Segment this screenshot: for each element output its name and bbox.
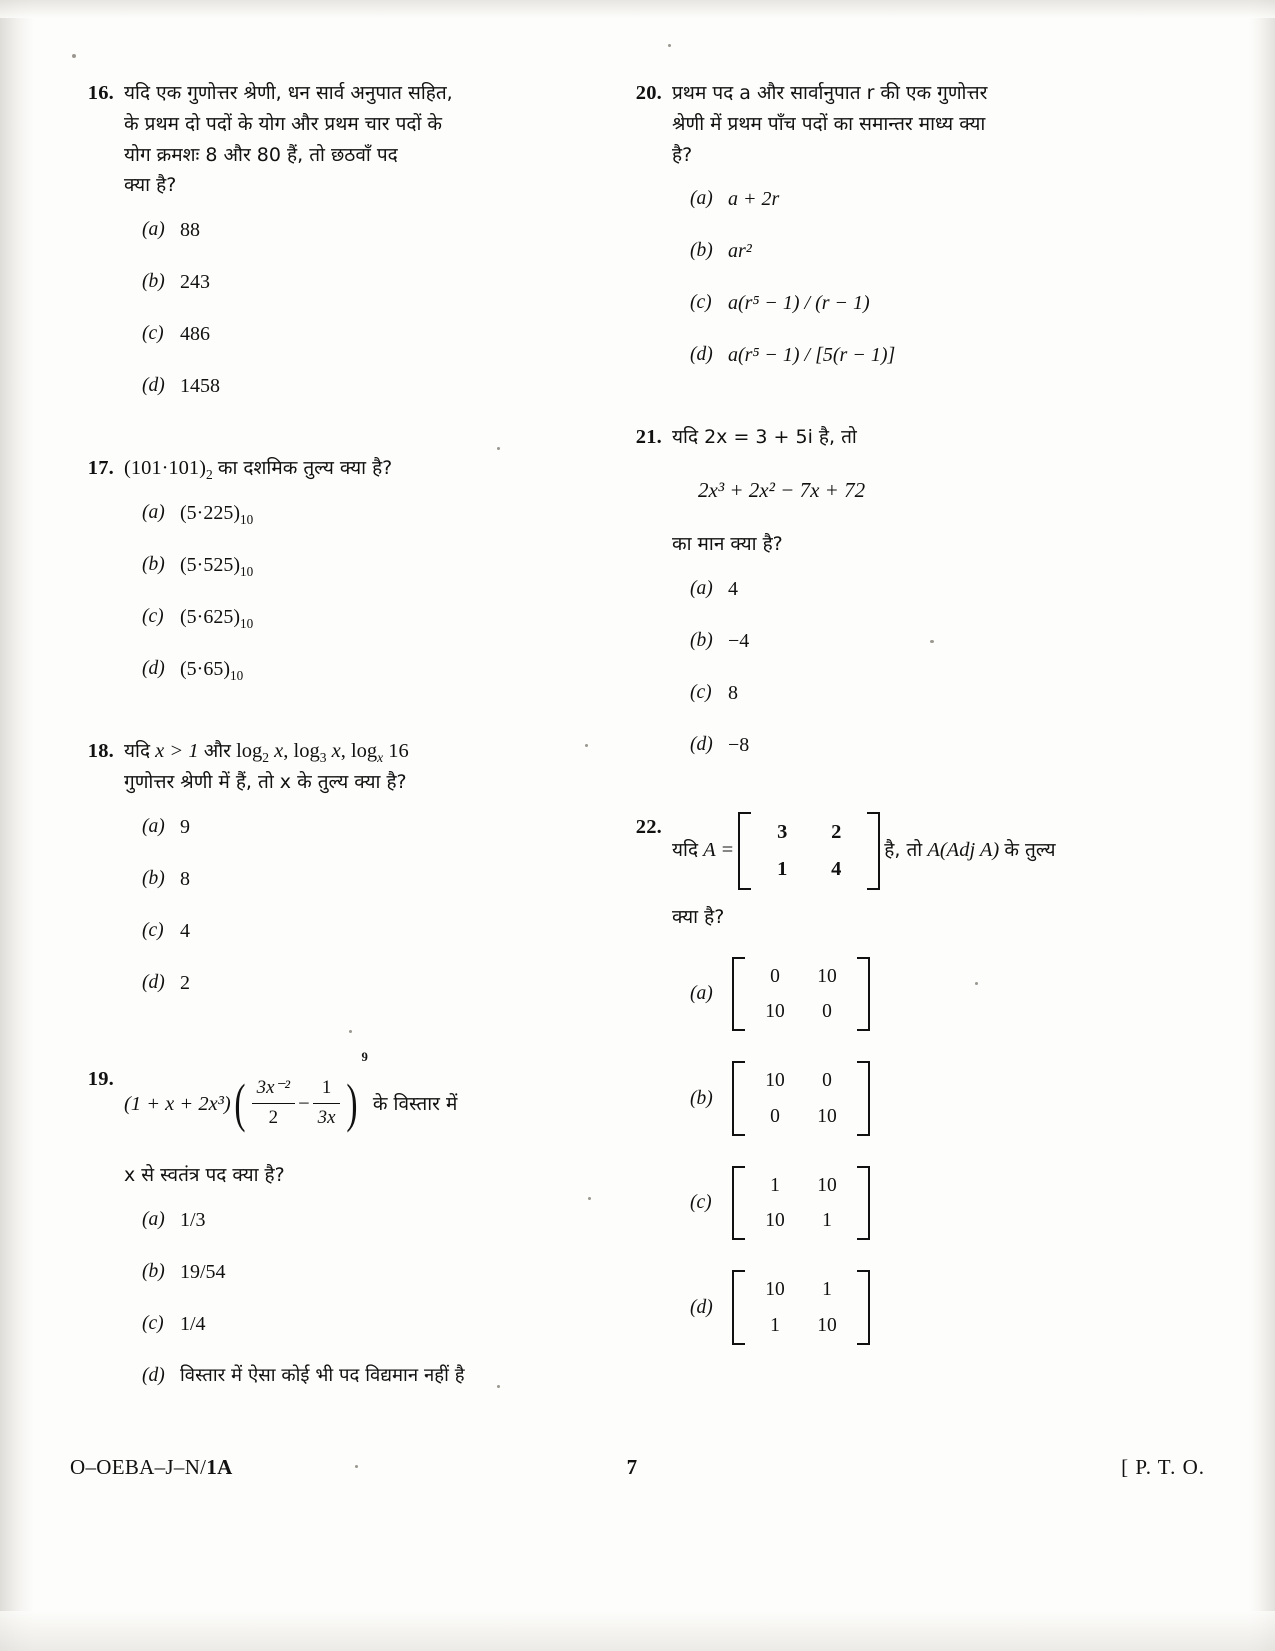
question-gap: [70, 423, 570, 453]
option-label: (b): [690, 240, 713, 262]
option-value: विस्तार में ऐसा कोई भी पद विद्यमान नहीं है: [180, 1364, 465, 1386]
bracket-left: [732, 1166, 745, 1241]
left-paren: (: [234, 1073, 246, 1134]
question-stem-line-2: x से स्वतंत्र पद क्या है?: [124, 1164, 285, 1187]
option-label: (d): [142, 375, 165, 397]
option-item[interactable]: [672, 236, 1118, 266]
matrix-body: [745, 1061, 857, 1136]
bracket-left: [738, 812, 751, 890]
option-value: 4: [180, 920, 190, 943]
question-columns: [70, 78, 1180, 1413]
option-value: ar²: [728, 240, 752, 263]
matrix-cell: 10: [765, 1001, 785, 1023]
fraction-denominator: 2: [252, 1103, 295, 1133]
question-stem-line-1: [124, 736, 570, 767]
matrix-variable: A =: [703, 838, 735, 861]
option-label: (c): [142, 1312, 164, 1334]
matrix-row: [755, 851, 863, 888]
option-list: [672, 574, 1118, 760]
fraction-two: [313, 1074, 341, 1132]
option-item[interactable]: [672, 574, 1118, 604]
option-value: 4: [728, 577, 738, 600]
bracket-right: [857, 1270, 870, 1345]
matrix-cell: 3: [777, 820, 788, 843]
matrix-cell: 1: [822, 1279, 832, 1301]
matrix-body: [745, 957, 857, 1032]
question-stem-line-2: गुणोत्तर श्रेणी में हैं, तो x के तुल्य क्या है?: [124, 771, 407, 794]
question-stem-line-3: का मान क्या है?: [672, 532, 783, 555]
option-subscript: 10: [239, 564, 254, 580]
question-text-line: यदि एक गुणोत्तर श्रेणी, धन सार्व अनुपात सहित,: [124, 82, 453, 104]
option-item[interactable]: [124, 371, 570, 401]
option-item[interactable]: [672, 1061, 1118, 1136]
option-base: (5·525): [180, 554, 240, 577]
inequality: x > 1: [155, 740, 199, 763]
matrix-cell: 2: [831, 820, 842, 843]
option-label: (d): [690, 733, 713, 755]
right-column: [618, 78, 1118, 1413]
option-subscript: 10: [239, 512, 254, 528]
option-value: 88: [180, 219, 200, 242]
base-subscript: 2: [205, 467, 213, 483]
option-value: −8: [728, 733, 750, 756]
option-value: −4: [728, 629, 750, 652]
option-base: (5·625): [180, 606, 240, 629]
option-value: 8: [180, 868, 190, 891]
question-text-line: है?: [672, 143, 693, 166]
scan-edge-right: [1249, 0, 1275, 1651]
option-matrix: [732, 1166, 870, 1241]
matrix-cell: 10: [765, 1070, 785, 1092]
option-item[interactable]: [124, 1361, 570, 1391]
matrix-body: [751, 812, 867, 890]
matrix-cell: 10: [817, 1105, 837, 1127]
fraction-numerator: 3x⁻²: [256, 1077, 291, 1099]
question-text: और: [203, 740, 231, 763]
option-subscript: 10: [239, 616, 254, 632]
option-item[interactable]: [124, 267, 570, 297]
scan-speck: [668, 44, 671, 47]
option-label: (a): [142, 1208, 165, 1230]
option-value: [180, 654, 570, 684]
option-label: (b): [142, 271, 165, 293]
option-label: (c): [142, 323, 164, 345]
question-stem-line-1: [124, 1050, 570, 1146]
question-gap: [618, 392, 1118, 422]
question-17: [70, 453, 570, 706]
option-label: (a): [142, 502, 165, 524]
question-text-line: प्रथम पद a और सार्वानुपात r की एक गुणोत्तर: [672, 82, 988, 104]
bracket-right: [857, 957, 870, 1032]
adj-expression: A(Adj A): [927, 838, 1000, 861]
matrix-cell: 0: [822, 1001, 832, 1023]
question-stem: [124, 453, 570, 484]
question-18: [70, 736, 570, 1020]
option-label: (b): [690, 629, 713, 651]
option-label: (a): [142, 816, 165, 838]
question-16: [70, 78, 570, 423]
option-label: (c): [142, 606, 164, 628]
option-list: [672, 184, 1118, 370]
question-stem-line-1: यदि 2x = 3 + 5i है, तो: [672, 426, 857, 449]
option-value: 1/4: [180, 1312, 206, 1335]
question-text: के विस्तार में: [372, 1092, 458, 1115]
question-21: [618, 422, 1118, 781]
option-matrix: [732, 1270, 870, 1345]
matrix-cell: 10: [817, 965, 837, 987]
matrix-cell: 1: [777, 857, 788, 880]
bracket-left: [732, 1061, 745, 1136]
matrix-row: [749, 1168, 853, 1203]
matrix-row: [749, 1099, 853, 1134]
option-label: (b): [142, 1260, 165, 1282]
question-20: [618, 78, 1118, 392]
option-label: (c): [690, 292, 712, 314]
matrix-row: [749, 959, 853, 994]
option-label: (a): [142, 219, 165, 241]
option-matrix: [732, 957, 870, 1032]
question-text: यदि: [672, 838, 699, 861]
matrix-cell: 10: [765, 1210, 785, 1232]
matrix-cell: 0: [770, 965, 780, 987]
option-base: (5·65): [180, 658, 230, 681]
question-number: 19.: [87, 1068, 114, 1091]
option-label: (a): [690, 188, 713, 210]
option-value: 19/54: [180, 1260, 226, 1283]
option-item[interactable]: [124, 916, 570, 946]
page-number: 7: [626, 1455, 638, 1479]
paper-code-suffix: 1A: [206, 1455, 233, 1479]
question-text-line: श्रेणी में प्रथम पाँच पदों का समान्तर माध्य क्या: [672, 112, 986, 135]
matrix-A: [738, 812, 880, 890]
option-value: [180, 602, 570, 632]
question-gap: [70, 1020, 570, 1064]
option-item[interactable]: [124, 968, 570, 998]
option-value: [180, 550, 570, 580]
question-stem-line-1: [672, 812, 1118, 890]
option-item[interactable]: [124, 550, 570, 580]
question-22: [618, 812, 1118, 1355]
option-item[interactable]: [672, 730, 1118, 760]
question-number: 21.: [635, 426, 662, 449]
question-gap: [70, 706, 570, 736]
scan-speck: [72, 54, 76, 58]
option-value: 1/3: [180, 1208, 206, 1231]
option-item[interactable]: [672, 678, 1118, 708]
option-label: (d): [142, 658, 165, 680]
option-item[interactable]: [672, 340, 1118, 370]
question-text: है, तो: [884, 838, 923, 861]
option-item[interactable]: [672, 626, 1118, 656]
scan-edge-left: [0, 0, 34, 1651]
minus-operator: −: [298, 1092, 310, 1115]
option-list: [124, 1205, 570, 1391]
option-label: (c): [690, 1192, 712, 1214]
option-item[interactable]: [124, 654, 570, 684]
right-paren: ): [346, 1073, 359, 1134]
option-label: (d): [142, 1364, 165, 1386]
binary-number: (101·101): [124, 457, 206, 480]
left-column: [70, 78, 570, 1413]
option-item[interactable]: [124, 1205, 570, 1235]
matrix-cell: 10: [817, 1174, 837, 1196]
question-stem-line-2: क्या है?: [672, 906, 725, 929]
option-value: [728, 1166, 1118, 1241]
matrix-cell: 0: [770, 1105, 780, 1127]
paper-code: [70, 1455, 233, 1480]
scan-edge-top: [0, 0, 1275, 18]
bracket-right: [857, 1166, 870, 1241]
option-item[interactable]: [124, 215, 570, 245]
matrix-row: [755, 814, 863, 851]
option-value: 486: [180, 323, 210, 346]
question-gap: [618, 782, 1118, 812]
option-value: a(r⁵ − 1) / (r − 1): [728, 292, 870, 315]
question-number: 22.: [635, 815, 662, 838]
matrix-row: [749, 1203, 853, 1238]
bracket-left: [732, 957, 745, 1032]
option-label: (a): [690, 577, 713, 599]
matrix-row: [749, 1308, 853, 1343]
matrix-cell: 1: [770, 1174, 780, 1196]
matrix-cell: 10: [765, 1279, 785, 1301]
option-item[interactable]: [124, 1257, 570, 1287]
matrix-cell: 1: [770, 1314, 780, 1336]
option-value: 2: [180, 972, 190, 995]
option-label: (d): [142, 972, 165, 994]
grouped-expression: [231, 1050, 368, 1146]
displayed-equation: 2x³ + 2x² − 7x + 72: [698, 478, 866, 503]
option-value: 1458: [180, 375, 220, 398]
option-label: (b): [142, 554, 165, 576]
question-text-line: क्या है?: [124, 174, 177, 197]
exponent: 9: [361, 1050, 368, 1065]
matrix-body: [745, 1166, 857, 1241]
bracket-right: [867, 812, 880, 890]
option-value: 243: [180, 271, 210, 294]
paper-code-prefix: O–OEBA–J–N/: [70, 1455, 207, 1479]
matrix-cell: 1: [822, 1210, 832, 1232]
pto-marker: [ P. T. O.: [1121, 1455, 1205, 1479]
option-item[interactable]: [124, 319, 570, 349]
option-item[interactable]: [672, 1166, 1118, 1241]
option-list: [124, 498, 570, 684]
option-list: [124, 215, 570, 401]
option-value: 9: [180, 816, 190, 839]
option-value: a + 2r: [728, 188, 780, 211]
option-item[interactable]: [672, 288, 1118, 318]
matrix-row: [749, 1063, 853, 1098]
option-label: (b): [142, 868, 165, 890]
option-subscript: 10: [229, 668, 244, 684]
scan-edge-bottom: [0, 1611, 1275, 1651]
question-19: [70, 1050, 570, 1412]
matrix-row: [749, 1272, 853, 1307]
fraction-denominator: 3x: [313, 1103, 341, 1133]
option-value: [728, 1270, 1118, 1345]
question-text: यदि: [124, 740, 151, 763]
option-item[interactable]: [124, 498, 570, 528]
fraction-one: [252, 1074, 295, 1132]
polynomial-factor: (1 + x + 2x³): [124, 1092, 231, 1115]
question-text: के तुल्य: [1004, 838, 1056, 861]
matrix-body: [745, 1270, 857, 1345]
option-label: (c): [690, 681, 712, 703]
option-value: [180, 498, 570, 528]
option-item[interactable]: [672, 957, 1118, 1032]
question-text-line: योग क्रमशः 8 और 80 हैं, तो छठवाँ पद: [124, 143, 398, 166]
matrix-cell: 4: [831, 857, 842, 880]
option-item[interactable]: [124, 602, 570, 632]
option-value: [728, 1061, 1118, 1136]
question-text-line: के प्रथम दो पदों के योग और प्रथम चार पदों के: [124, 112, 443, 135]
question-number: 18.: [87, 740, 114, 763]
option-value: [728, 957, 1118, 1032]
matrix-cell: 0: [822, 1070, 832, 1092]
option-list: [124, 812, 570, 998]
logarithm-list: $\log_2 x$, $\log_3 x$, $\log_x 16$: [236, 740, 409, 766]
page-footer: [70, 1455, 1205, 1480]
matrix-cell: 10: [817, 1314, 837, 1336]
option-label: (c): [142, 920, 164, 942]
fraction-numerator: 1: [321, 1077, 332, 1099]
question-number: 17.: [87, 457, 114, 480]
bracket-left: [732, 1270, 745, 1345]
option-item[interactable]: [672, 184, 1118, 214]
option-item[interactable]: [124, 812, 570, 842]
option-label: (b): [690, 1087, 713, 1109]
option-item[interactable]: [124, 1309, 570, 1339]
option-label: (d): [690, 1296, 713, 1318]
question-number: 20.: [635, 82, 662, 104]
option-list: [672, 957, 1118, 1345]
matrix-row: [749, 994, 853, 1029]
option-matrix: [732, 1061, 870, 1136]
bracket-right: [857, 1061, 870, 1136]
option-value: 8: [728, 681, 738, 704]
option-value: a(r⁵ − 1) / [5(r − 1)]: [728, 344, 896, 367]
option-item[interactable]: [672, 1270, 1118, 1345]
option-label: (d): [690, 344, 713, 366]
option-label: (a): [690, 983, 713, 1005]
question-number: 16.: [87, 82, 114, 104]
option-item[interactable]: [124, 864, 570, 894]
option-base: (5·225): [180, 502, 240, 525]
question-text: का दशमिक तुल्य क्या है?: [217, 457, 393, 480]
